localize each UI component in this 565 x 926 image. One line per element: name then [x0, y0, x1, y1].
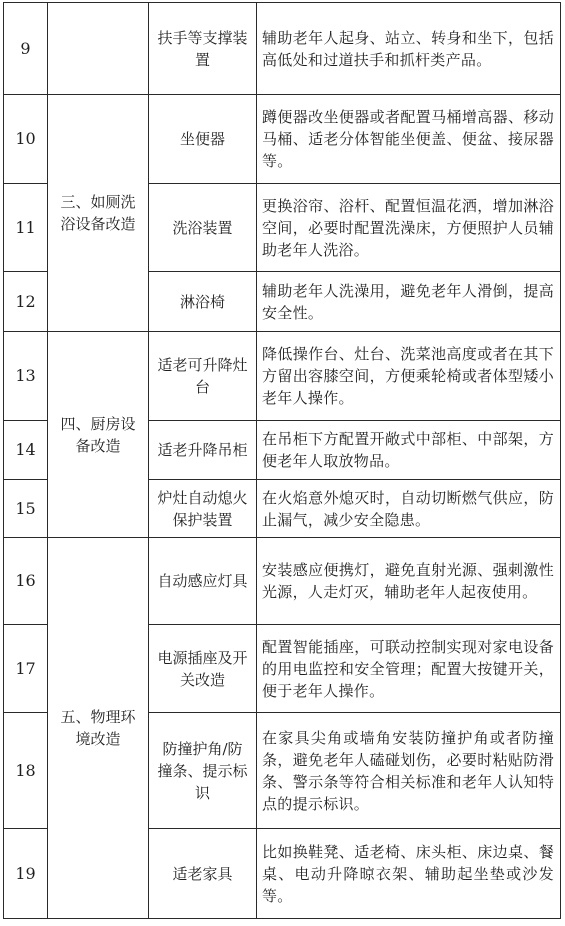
item-description: 降低操作台、灶台、洗菜池高度或者在其下方留出容膝空间，方便乘轮椅或者体型矮小老年人操作。	[257, 332, 561, 421]
item-name: 适老家具	[149, 829, 257, 919]
item-description: 比如换鞋凳、适老椅、床头柜、床边桌、餐桌、电动升降晾衣架、辅助起坐垫或沙发等。	[257, 829, 561, 919]
item-description: 在吊柜下方配置开敞式中部柜、中部架，方便老年人取放物品。	[257, 421, 561, 480]
row-number: 17	[4, 625, 48, 713]
item-description: 更换浴帘、浴杆、配置恒温花洒，增加淋浴空间，必要时配置洗澡床，方便照护人员辅助老年人洗浴。	[257, 184, 561, 272]
row-number: 10	[4, 95, 48, 184]
item-name: 扶手等支撑装置	[149, 3, 257, 95]
table-row	[4, 538, 561, 625]
item-description: 辅助老年人起身、站立、转身和坐下，包括高低处和过道扶手和抓杆类产品。	[257, 3, 561, 95]
item-name: 适老可升降灶台	[149, 332, 257, 421]
item-name: 自动感应灯具	[149, 538, 257, 625]
row-number: 12	[4, 272, 48, 332]
row-number: 11	[4, 184, 48, 272]
category-kitchen: 四、厨房设备改造	[48, 332, 149, 538]
item-name: 防撞护角/防撞条、提示标识	[149, 713, 257, 829]
category-cell-blank	[48, 3, 149, 95]
item-name: 淋浴椅	[149, 272, 257, 332]
category-bathroom: 三、如厕洗浴设备改造	[48, 95, 149, 332]
row-number: 9	[4, 3, 48, 95]
item-name: 适老升降吊柜	[149, 421, 257, 480]
item-description: 在家具尖角或墙角安装防撞护角或者防撞条，避免老年人磕碰划伤，必要时粘贴防滑条、警示条等符合相关标准和老年人认知特点的提示标识。	[257, 713, 561, 829]
category-physical-environment: 五、物理环境改造	[48, 538, 149, 919]
item-description: 辅助老年人洗澡用，避免老年人滑倒，提高安全性。	[257, 272, 561, 332]
item-name: 炉灶自动熄火保护装置	[149, 480, 257, 538]
row-number: 16	[4, 538, 48, 625]
row-number: 19	[4, 829, 48, 919]
item-description: 蹲便器改坐便器或者配置马桶增高器、移动马桶、适老分体智能坐便盖、便盆、接尿器等。	[257, 95, 561, 184]
row-number: 13	[4, 332, 48, 421]
table-row	[4, 3, 561, 95]
table-row	[4, 95, 561, 184]
table-row	[4, 332, 561, 421]
item-description: 配置智能插座，可联动控制实现对家电设备的用电监控和安全管理；配置大按键开关，便于老年人操作。	[257, 625, 561, 713]
item-description: 在火焰意外熄灭时，自动切断燃气供应，防止漏气，减少安全隐患。	[257, 480, 561, 538]
row-number: 18	[4, 713, 48, 829]
item-name: 坐便器	[149, 95, 257, 184]
row-number: 14	[4, 421, 48, 480]
item-name: 洗浴装置	[149, 184, 257, 272]
item-description: 安装感应便携灯，避免直射光源、强刺激性光源，人走灯灭，辅助老年人起夜使用。	[257, 538, 561, 625]
renovation-table	[3, 2, 561, 919]
row-number: 15	[4, 480, 48, 538]
item-name: 电源插座及开关改造	[149, 625, 257, 713]
